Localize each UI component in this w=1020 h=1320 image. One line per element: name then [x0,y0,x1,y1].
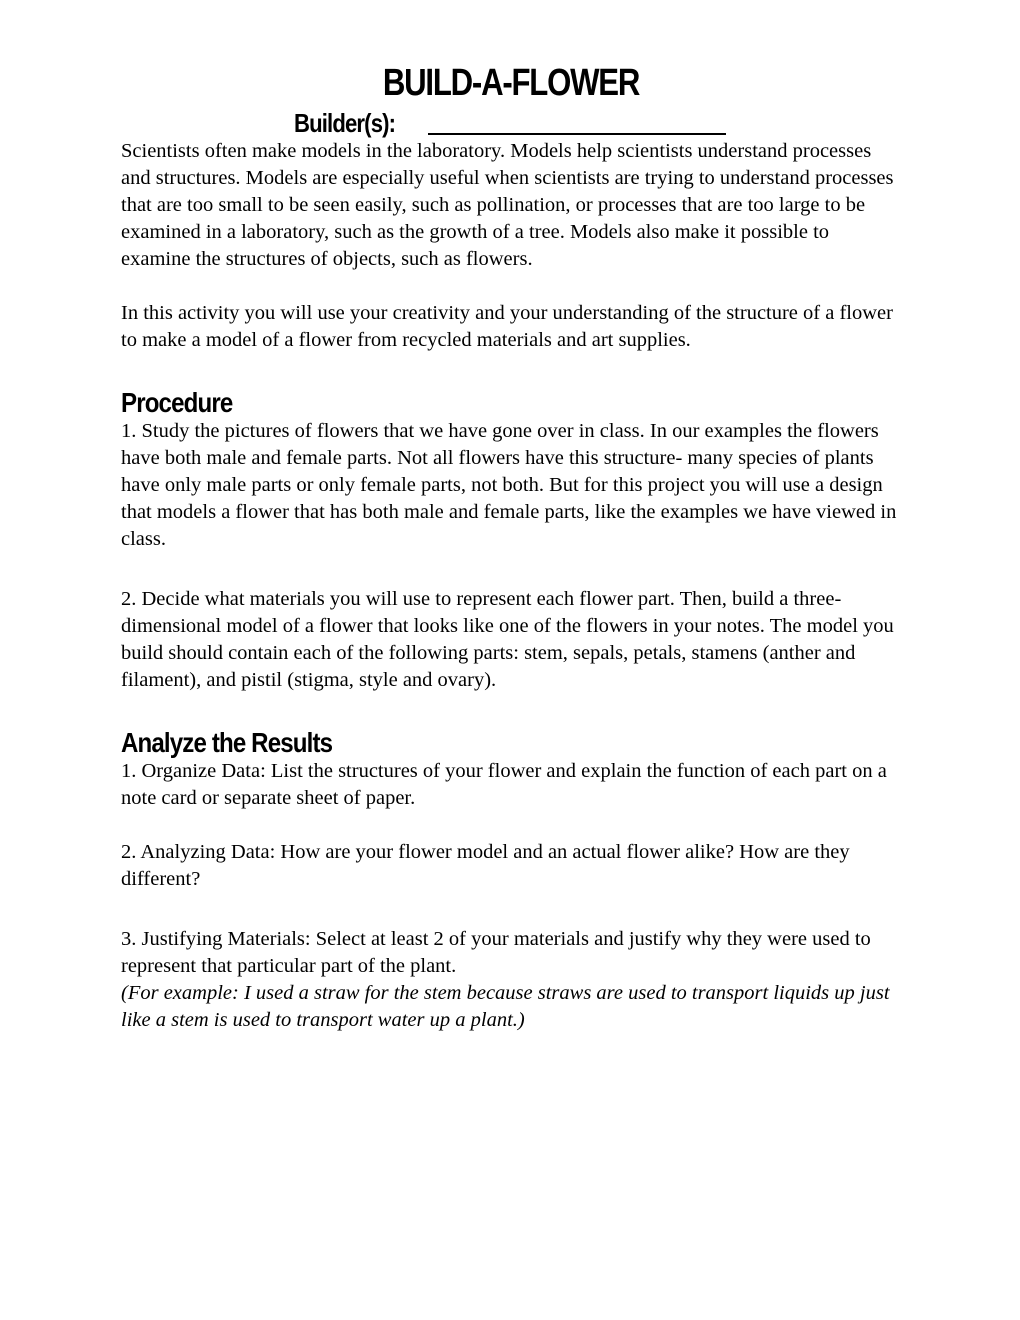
intro-paragraph: In this activity you will use your creativity and your understanding of the structure of a flower to make a model of a flower from recycled materials and art supplies. [121,302,893,351]
procedure-step: 1. Study the pictures of flowers that we have gone over in class. In our examples the flowers have both male and female parts. Not all flowers have this structure- many species of plants have only male parts or only female parts, not both. But for this project you will use a design that models a flower that has both male and female parts, like the examples we have viewed in class. [121,420,897,550]
intro-paragraph: Scientists often make models in the laboratory. Models help scientists understand processes and structures. Models are especially useful when scientists are trying to understand processes that are too small to be seen easily, such as pollination, or processes that are too large to be examined in a laboratory, such as the growth of a tree. Models also make it possible to examine the structures of objects, such as flowers. [121,140,894,270]
procedure-heading: Procedure [121,387,233,418]
analyze-heading: Analyze the Results [121,727,333,758]
page-title: BUILD-A-FLOWER [382,62,640,104]
analyze-item: 2. Analyzing Data: How are your flower model and an actual flower alike? How are they different? [121,841,850,890]
analyze-item: 3. Justifying Materials: Select at least 2 of your materials and justify why they were used to represent that particular part of the plant. [121,928,871,977]
builders-line [121,108,901,138]
builders-label: Builder(s): [294,108,396,138]
builders-blank-line [428,133,726,135]
analyze-item: 1. Organize Data: List the structures of your flower and explain the function of each part on a note card or separate sheet of paper. [121,760,887,809]
example-note: (For example: I used a straw for the stem because straws are used to transport liquids up just like a stem is used to transport water up a plant.) [121,982,890,1031]
document-page [121,60,901,1034]
procedure-step: 2. Decide what materials you will use to represent each flower part. Then, build a three-dimensional model of a flower that looks like one of the flowers in your notes. The model you build should contain each of the following parts: stem, sepals, petals, stamens (anther and filament), and pistil (stigma, style and ovary). [121,588,894,691]
